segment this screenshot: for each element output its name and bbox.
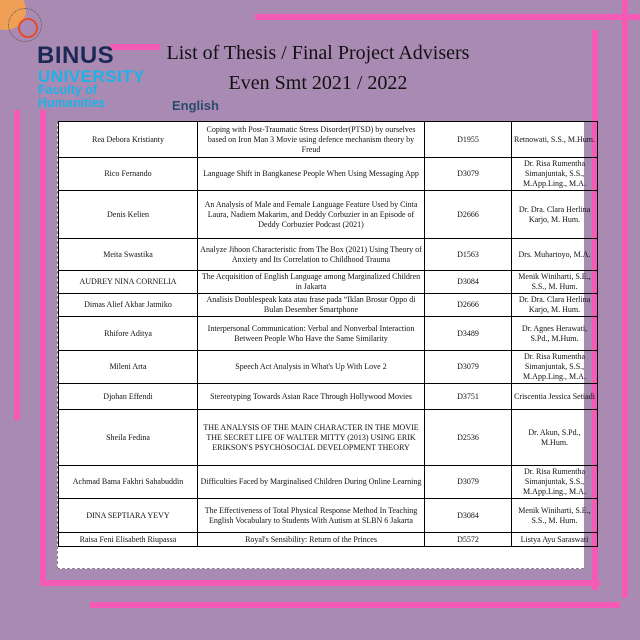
student-name-cell: Raisa Feni Elisabeth Riupassa (59, 533, 198, 547)
adviser-name-cell: Dr. Risa Rumentha Simanjuntak, S.S., M.App.Ling., M.A. (512, 466, 598, 499)
table-row (59, 239, 598, 271)
adviser-name-cell: Listya Ayu Saraswati (512, 533, 598, 547)
adviser-code-cell: D2666 (425, 191, 512, 239)
student-name-cell: Djohan Effendi (59, 384, 198, 410)
adviser-code-cell: D3489 (425, 317, 512, 351)
adviser-code-cell: D3084 (425, 271, 512, 294)
table-row (59, 466, 598, 499)
title-line1: List of Thesis / Final Project Advisers (166, 42, 470, 64)
thesis-topic-cell: Coping with Post-Traumatic Stress Disorder(PTSD) by ourselves based on Iron Man 3 Movie using defence mechanism theory by Freud (198, 122, 425, 158)
brand-university: UNIVERSITY (38, 67, 146, 86)
adviser-code-cell: D3079 (425, 466, 512, 499)
pink-frame-bottom (40, 580, 600, 586)
pink-frame-bottom-outer (90, 602, 620, 608)
title-line2: Even Smt 2021 / 2022 (228, 72, 408, 94)
student-name-cell: Rea Debora Kristianty (59, 122, 198, 158)
advisers-table-container (57, 121, 595, 569)
pink-frame-left-inner (40, 110, 46, 585)
thesis-topic-cell: Interpersonal Communication: Verbal and Nonverbal Interaction Between People Who Have the Same Similarity (198, 317, 425, 351)
table-row (59, 191, 598, 239)
table-row (59, 533, 598, 547)
table-row (59, 122, 598, 158)
table-row (59, 317, 598, 351)
pink-frame-left (14, 110, 20, 420)
table-row (59, 271, 598, 294)
student-name-cell: Denis Kelien (59, 191, 198, 239)
student-name-cell: Mileni Arta (59, 351, 198, 384)
adviser-name-cell: Criscentia Jessica Setiadi (512, 384, 598, 410)
adviser-code-cell: D1563 (425, 239, 512, 271)
adviser-name-cell: Dr. Dra. Clara Herlina Karjo, M. Hum. (512, 294, 598, 317)
adviser-name-cell: Menik Winiharti, S.E., S.S., M. Hum. (512, 271, 598, 294)
student-name-cell: Rico Fernando (59, 158, 198, 191)
adviser-code-cell: D2536 (425, 410, 512, 466)
table-row (59, 499, 598, 533)
adviser-code-cell: D2666 (425, 294, 512, 317)
page-title (158, 38, 478, 98)
adviser-code-cell: D3751 (425, 384, 512, 410)
adviser-name-cell: Dr. Risa Rumentha Simanjuntak, S.S., M.App.Ling., M.A. (512, 351, 598, 384)
advisers-table (58, 121, 598, 547)
faculty-line1: Faculty of (38, 83, 98, 97)
thesis-topic-cell: Stereotyping Towards Asian Race Through Hollywood Movies (198, 384, 425, 410)
student-name-cell: Meita Swastika (59, 239, 198, 271)
pink-frame-top (255, 14, 640, 20)
pink-frame-right-outer (622, 0, 628, 598)
student-name-cell: Rhifore Aditya (59, 317, 198, 351)
brand-faculty (38, 84, 105, 110)
adviser-name-cell: Dr. Dra. Clara Herlina Karjo, M. Hum. (512, 191, 598, 239)
thesis-topic-cell: Analyze Jihoon Characteristic from The Box (2021) Using Theory of Anxiety and Its Correlation to Childhood Trauma (198, 239, 425, 271)
adviser-code-cell: D1955 (425, 122, 512, 158)
student-name-cell: Sheila Fedina (59, 410, 198, 466)
faculty-line2: Humanities (38, 96, 106, 110)
table-row (59, 410, 598, 466)
thesis-topic-cell: Analisis Doublespeak kata atau frase pada “Iklan Brosur Oppo di Bulan Desember Smartphone (198, 294, 425, 317)
adviser-name-cell: Dr. Agnes Herawati, S.Pd., M.Hum. (512, 317, 598, 351)
logo-ring-icon (18, 18, 38, 38)
thesis-topic-cell: The Effectiveness of Total Physical Response Method In Teaching English Vocabulary to Students With Autism at SLBN 6 Jakarta (198, 499, 425, 533)
adviser-code-cell: D3079 (425, 158, 512, 191)
adviser-code-cell: D3079 (425, 351, 512, 384)
adviser-name-cell: Drs. Muhartoyo, M.A. (512, 239, 598, 271)
student-name-cell: Dimas Alief Akbar Jatmiko (59, 294, 198, 317)
table-row (59, 351, 598, 384)
thesis-topic-cell: An Analysis of Male and Female Language Feature Used by Cinta Laura, Nadiem Makarim, and Deddy Corbuzier in an Episode of Deddy Corbuzier Podcast (2021) (198, 191, 425, 239)
brand-name: BINUS (37, 42, 115, 69)
thesis-topic-cell: Language Shift in Bangkanese People When Using Messaging App (198, 158, 425, 191)
table-row (59, 384, 598, 410)
student-name-cell: AUDREY NINA CORNELIA (59, 271, 198, 294)
student-name-cell: DINA SEPTIARA YEVY (59, 499, 198, 533)
adviser-name-cell: Dr. Akun, S.Pd., M.Hum. (512, 410, 598, 466)
adviser-name-cell: Menik Winiharti, S.E., S.S., M. Hum. (512, 499, 598, 533)
thesis-topic-cell: THE ANALYSIS OF THE MAIN CHARACTER IN THE MOVIE THE SECRET LIFE OF WALTER MITTY (2013) USING ERIK ERIKSON'S PSYCHOSOCIAL DEVELOPMENT THEORY (198, 410, 425, 466)
thesis-topic-cell: The Acquisition of English Language among Marginalized Children in Jakarta (198, 271, 425, 294)
table-row (59, 294, 598, 317)
department-label: English (172, 98, 219, 113)
thesis-topic-cell: Royal's Sensibility: Return of the Princes (198, 533, 425, 547)
student-name-cell: Achmad Bama Fakhri Sahabuddin (59, 466, 198, 499)
adviser-name-cell: Retnowati, S.S., M.Hum. (512, 122, 598, 158)
adviser-code-cell: D5572 (425, 533, 512, 547)
adviser-code-cell: D3084 (425, 499, 512, 533)
adviser-name-cell: Dr. Risa Rumentha Simanjuntak, S.S., M.App.Ling., M.A. (512, 158, 598, 191)
thesis-topic-cell: Speech Act Analysis in What's Up With Love 2 (198, 351, 425, 384)
thesis-topic-cell: Difficulties Faced by Marginalised Children During Online Learning (198, 466, 425, 499)
table-row (59, 158, 598, 191)
